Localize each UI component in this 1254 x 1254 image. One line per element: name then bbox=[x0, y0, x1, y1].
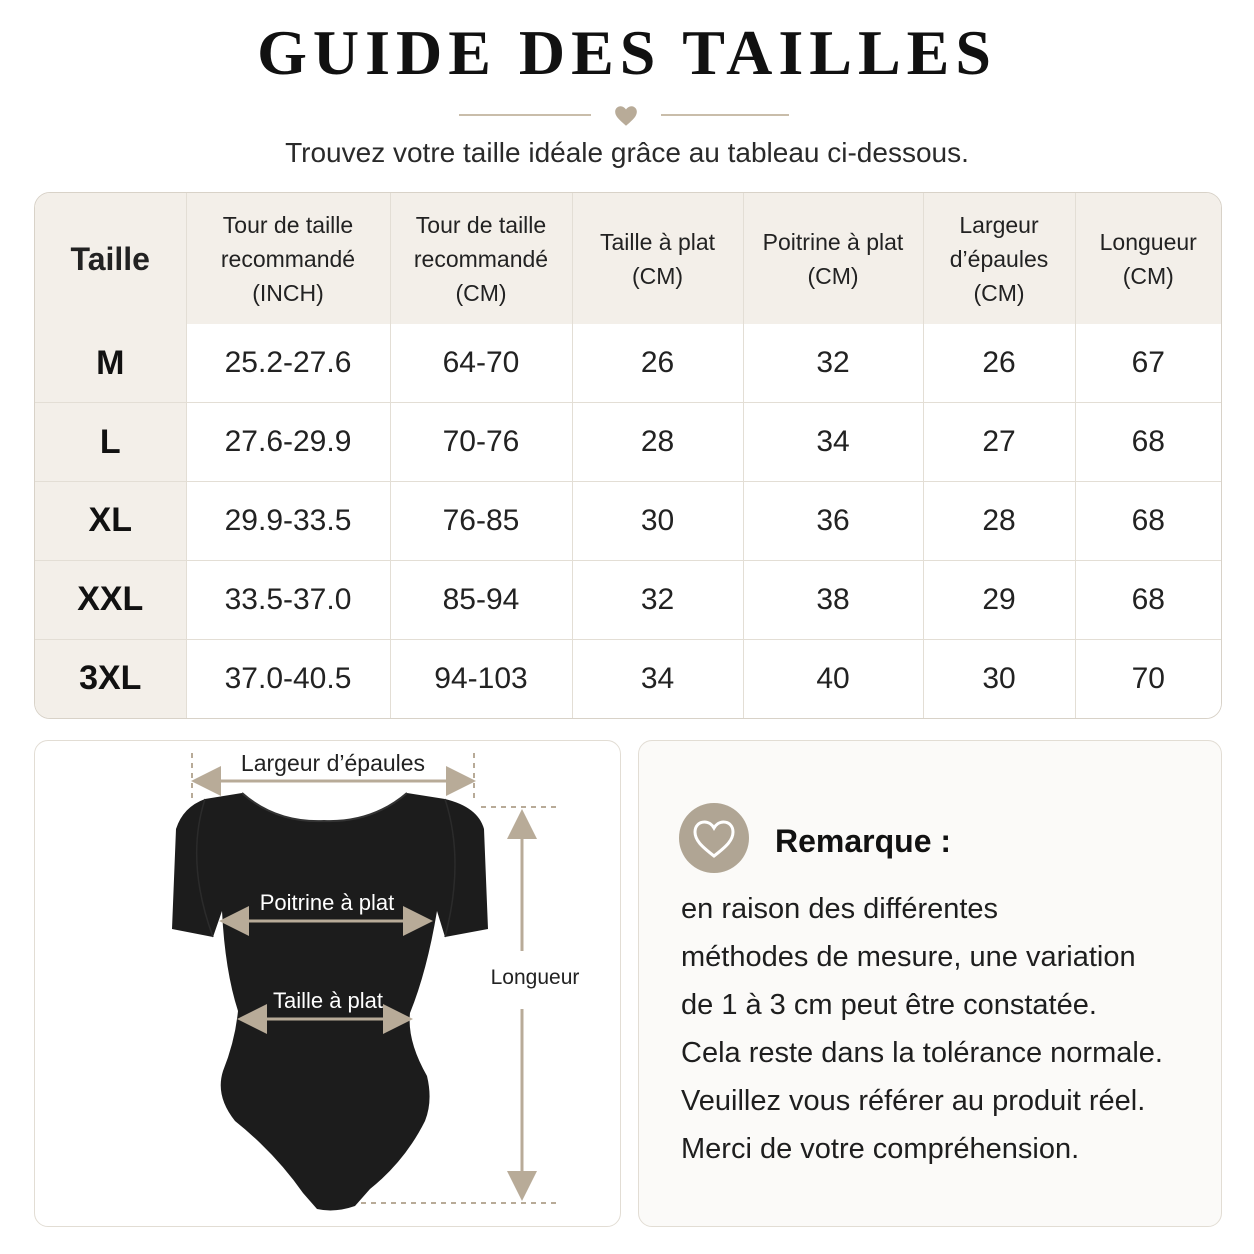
table-cell: 30 bbox=[572, 482, 743, 561]
table-cell: 37.0-40.5 bbox=[186, 639, 390, 718]
table-cell: 36 bbox=[743, 482, 923, 561]
table-cell: 85-94 bbox=[390, 560, 572, 639]
table-cell: 68 bbox=[1075, 482, 1221, 561]
note-line: Veuillez vous référer au produit réel. bbox=[681, 1085, 1146, 1117]
header-flat-chest: Poitrine à plat (CM) bbox=[743, 193, 923, 324]
subtitle: Trouvez votre taille idéale grâce au tableau ci-dessous. bbox=[285, 137, 969, 168]
table-cell: 76-85 bbox=[390, 482, 572, 561]
table-cell: 30 bbox=[923, 639, 1075, 718]
table-cell: 68 bbox=[1075, 560, 1221, 639]
table-cell: 26 bbox=[923, 324, 1075, 403]
table-cell: 32 bbox=[743, 324, 923, 403]
header-length: Longueur (CM) bbox=[1075, 193, 1221, 324]
note-line: Cela reste dans la tolérance normale. bbox=[681, 1037, 1163, 1069]
size-cell: XL bbox=[35, 482, 186, 561]
measurement-diagram bbox=[35, 741, 620, 1226]
table-cell: 27 bbox=[923, 403, 1075, 482]
note-panel bbox=[638, 740, 1222, 1227]
size-cell: 3XL bbox=[35, 639, 186, 718]
length-label: Longueur bbox=[490, 966, 580, 989]
divider-line-right bbox=[661, 114, 789, 116]
page-title: GUIDE DES TAILLES bbox=[257, 17, 997, 88]
heart-icon bbox=[679, 803, 749, 873]
table-cell: 26 bbox=[572, 324, 743, 403]
table-cell: 28 bbox=[572, 403, 743, 482]
table-cell: 32 bbox=[572, 560, 743, 639]
note-line: en raison des différentes bbox=[681, 893, 999, 925]
header-waist-inch: Tour de taille recommandé (INCH) bbox=[186, 193, 390, 324]
table-cell: 94-103 bbox=[390, 639, 572, 718]
table-cell: 67 bbox=[1075, 324, 1221, 403]
header-waist-cm: Tour de taille recommandé (CM) bbox=[390, 193, 572, 324]
size-cell: M bbox=[35, 324, 186, 403]
table-cell: 33.5-37.0 bbox=[186, 560, 390, 639]
measurement-figure-panel bbox=[34, 740, 621, 1227]
shoulder-width-label: Largeur d’épaules bbox=[240, 750, 426, 776]
table-cell: 25.2-27.6 bbox=[186, 324, 390, 403]
size-cell: XXL bbox=[35, 560, 186, 639]
table-row bbox=[35, 403, 1221, 482]
table-row bbox=[35, 639, 1221, 718]
table-cell: 70 bbox=[1075, 639, 1221, 718]
table-header-row bbox=[35, 193, 1221, 324]
table-cell: 28 bbox=[923, 482, 1075, 561]
header-size: Taille bbox=[35, 193, 186, 324]
header-shoulder-width: Largeur d’épaules (CM) bbox=[923, 193, 1075, 324]
table-cell: 34 bbox=[572, 639, 743, 718]
table-cell: 68 bbox=[1075, 403, 1221, 482]
note-text bbox=[681, 885, 1163, 1173]
waist-label: Taille à plat bbox=[272, 988, 384, 1013]
note-line: de 1 à 3 cm peut être constatée. bbox=[681, 989, 1097, 1021]
note-line: méthodes de mesure, une variation bbox=[681, 941, 1136, 973]
header-flat-waist: Taille à plat (CM) bbox=[572, 193, 743, 324]
table-row bbox=[35, 560, 1221, 639]
size-chart-table bbox=[34, 192, 1222, 719]
table-row bbox=[35, 482, 1221, 561]
size-cell: L bbox=[35, 403, 186, 482]
table-cell: 70-76 bbox=[390, 403, 572, 482]
table-cell: 29 bbox=[923, 560, 1075, 639]
heart-icon bbox=[613, 103, 639, 129]
table-cell: 40 bbox=[743, 639, 923, 718]
table-cell: 34 bbox=[743, 403, 923, 482]
note-line: Merci de votre compréhension. bbox=[681, 1133, 1080, 1165]
table-row bbox=[35, 324, 1221, 403]
divider-line-left bbox=[459, 114, 591, 116]
chest-label: Poitrine à plat bbox=[259, 890, 395, 915]
table-cell: 27.6-29.9 bbox=[186, 403, 390, 482]
note-title: Remarque : bbox=[775, 823, 952, 859]
table-cell: 38 bbox=[743, 560, 923, 639]
table-cell: 64-70 bbox=[390, 324, 572, 403]
table-cell: 29.9-33.5 bbox=[186, 482, 390, 561]
